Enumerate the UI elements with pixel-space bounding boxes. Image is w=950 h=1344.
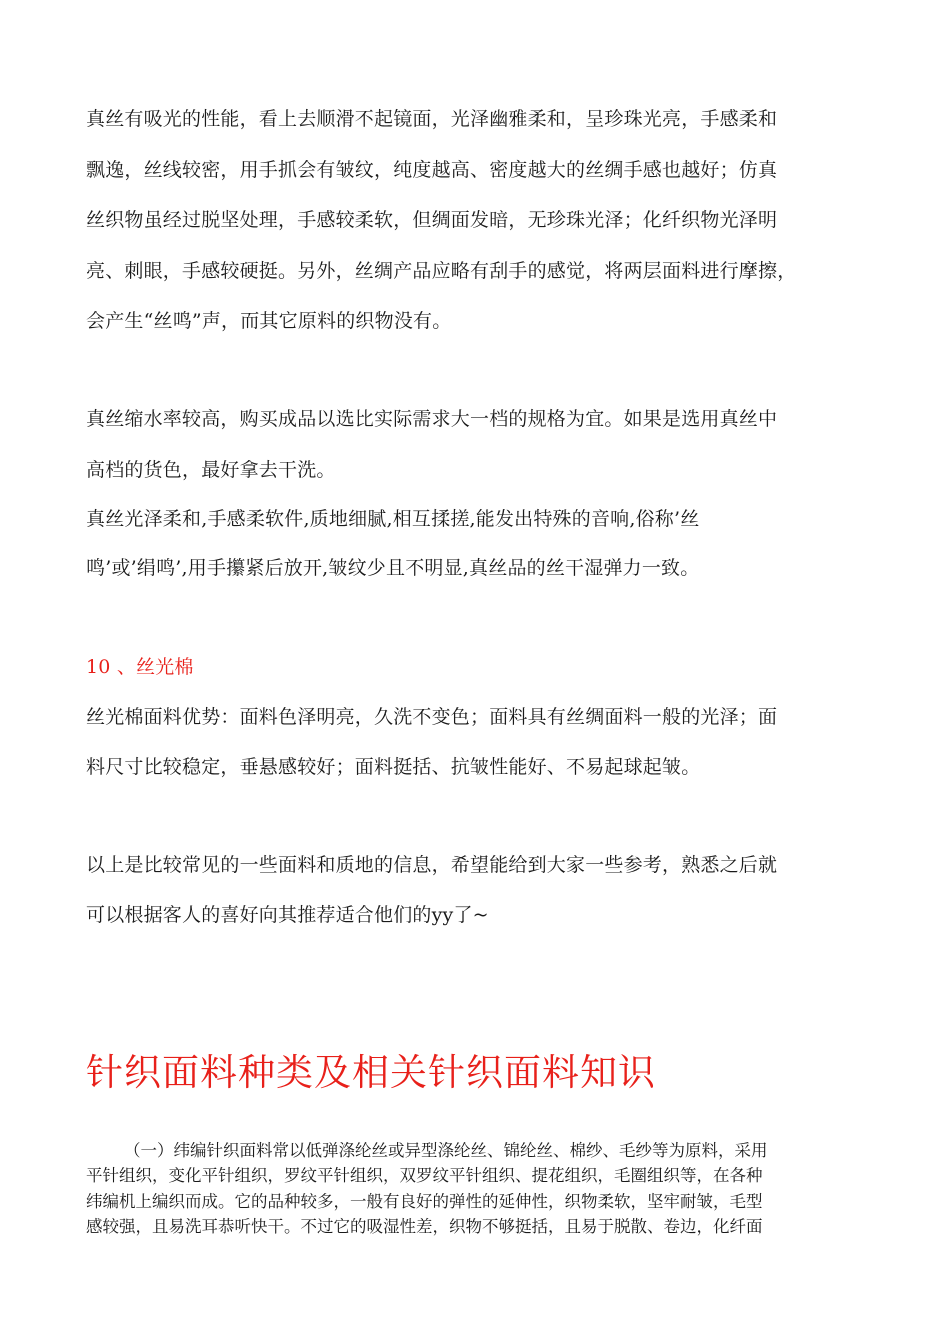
paragraph-line: 平针组织，变化平针组织，罗纹平针组织，双罗纹平针组织、提花组织，毛圈组织等，在各种 [86,1166,763,1185]
paragraph-line: 丝光棉面料优势：面料色泽明亮，久洗不变色；面料具有丝绸面料一般的光泽；面 [86,706,778,728]
paragraph-line: 真丝有吸光的性能，看上去顺滑不起镜面，光泽幽雅柔和，呈珍珠光亮，手感柔和 [86,108,778,130]
paragraph-line: 真丝缩水率较高，购买成品以选比实际需求大一档的规格为宜。如果是选用真丝中 [86,408,778,430]
paragraph-line: 可以根据客人的喜好向其推荐适合他们的yy了~ [86,904,489,926]
paragraph-line: 丝织物虽经过脱坚处理，手感较柔软，但绸面发暗，无珍珠光泽；化纤织物光泽明 [86,209,778,231]
paragraph-line: 鸣’或’绢鸣’,用手攥紧后放开,皱纹少且不明显,真丝品的丝干湿弹力一致。 [86,557,700,579]
paragraph-line: 高档的货色，最好拿去干洗。 [86,459,336,481]
paragraph-line: （一）纬编针织面料常以低弹涤纶丝或异型涤纶丝、锦纶丝、棉纱、毛纱等为原料，采用 [124,1141,768,1160]
paragraph-line: 亮、刺眼，手感较硬挺。另外，丝绸产品应略有刮手的感觉，将两层面料进行摩擦， [86,260,797,282]
paragraph-line: 感较强，且易洗耳恭听快干。不过它的吸湿性差，织物不够挺括，且易于脱散、卷边，化纤面 [86,1217,763,1236]
paragraph-line: 以上是比较常见的一些面料和质地的信息，希望能给到大家一些参考，熟悉之后就 [86,854,778,876]
paragraph-line: 料尺寸比较稳定，垂悬感较好；面料挺括、抗皱性能好、不易起球起皱。 [86,756,701,778]
section-title: 10 、丝光棉 [86,656,194,678]
paragraph-line: 会产生“丝鸣”声，而其它原料的织物没有。 [86,310,452,332]
paragraph-line: 飘逸，丝线较密，用手抓会有皱纹，纯度越高、密度越大的丝绸手感也越好；仿真 [86,159,778,181]
paragraph-line: 真丝光泽柔和,手感柔软件,质地细腻,相互揉搓,能发出特殊的音响,俗称’丝 [86,508,700,530]
paragraph-line: 纬编机上编织而成。它的品种较多，一般有良好的弹性的延伸性，织物柔软，坚牢耐皱，毛型 [86,1192,763,1211]
page-heading: 针织面料种类及相关针织面料知识 [86,1051,656,1094]
